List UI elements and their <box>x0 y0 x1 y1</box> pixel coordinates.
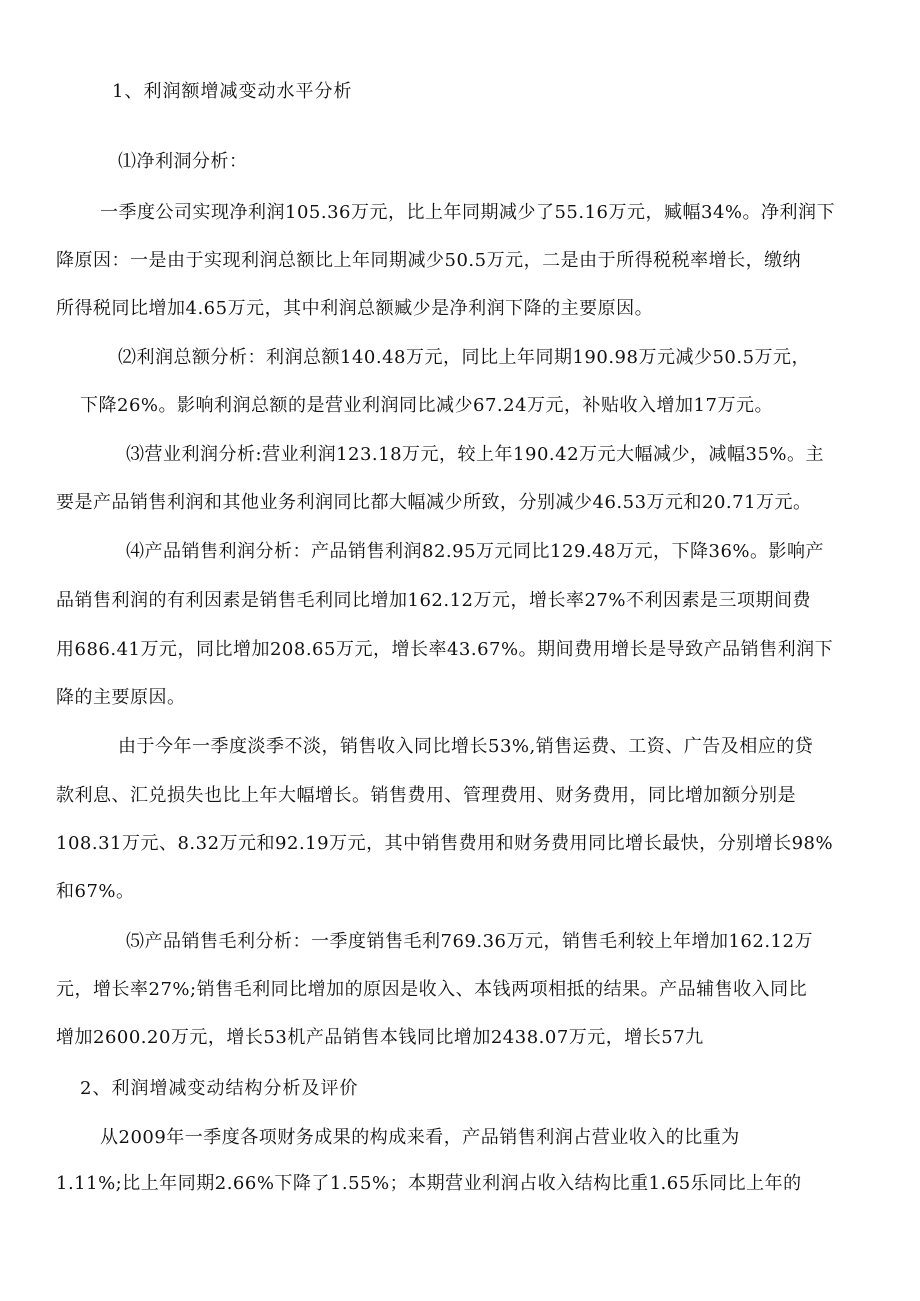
net-profit-line-2: 降原因：一是由于实现利润总额比上年同期减少50.5万元，二是由于所得税税率增长，缴纳 <box>56 250 802 271</box>
structure-line-1: 从2009年一季度各项财务成果的构成来看，产品销售利润占营业收入的比重为 <box>100 1127 740 1148</box>
section1-title: 1、利润额增减变动水平分析 <box>112 81 353 102</box>
operating-profit-line-1: ⑶营业利润分析:营业利润123.18万元，较上年190.42万元大幅减少，减幅35%。主 <box>126 444 825 465</box>
gross-profit-line-2: 元，增长率27%;销售毛利同比增加的原因是收入、本钱两项相抵的结果。产品辅售收入同比 <box>56 979 808 1000</box>
expense-line-1: 由于今年一季度淡季不淡，销售收入同比增长53%,销售运费、工资、广告及相应的贷 <box>118 736 814 757</box>
structure-line-2: 1.11%;比上年同期2.66%下降了1.55%；本期营业利润占收入结构比重1.65乐同比上年的 <box>56 1173 802 1194</box>
total-profit-line-2: 下降26%。影响利润总额的是营业利润同比减少67.24万元，补贴收入增加17万元。 <box>80 395 773 416</box>
expense-line-3: 108.31万元、8.32万元和92.19万元，其中销售费用和财务费用同比增长最快，分别增长98% <box>56 833 834 854</box>
section2-title: 2、利润增减变动结构分析及评价 <box>80 1078 359 1099</box>
sales-profit-line-1: ⑷产品销售利润分析：产品销售利润82.95万元同比129.48万元，下降36%。影响产 <box>126 541 825 562</box>
gross-profit-line-3: 增加2600.20万元，增长53机产品销售本钱同比增加2438.07万元，增长57九 <box>56 1027 704 1048</box>
total-profit-line-1: ⑵利润总额分析：利润总额140.48万元，同比上年同期190.98万元减少50.5万元， <box>118 347 811 368</box>
sales-profit-line-2: 品销售利润的有利因素是销售毛利同比增加162.12万元，增长率27%不利因素是三项期间费 <box>56 590 811 611</box>
net-profit-line-1: 一季度公司实现净利润105.36万元，比上年同期减少了55.16万元，臧幅34%。净利润下 <box>100 202 836 223</box>
sales-profit-line-3: 用686.41万元，同比增加208.65万元，增长率43.67%。期间费用增长是导致产品销售利润下 <box>56 639 834 660</box>
expense-line-2: 款利息、汇兑损失也比上年大幅增长。销售费用、管理费用、财务费用，同比增加额分别是 <box>56 785 796 806</box>
net-profit-label: ⑴净利洞分析： <box>118 151 248 172</box>
sales-profit-line-4: 降的主要原因。 <box>56 687 186 708</box>
gross-profit-line-1: ⑸产品销售毛利分析：一季度销售毛利769.36万元，销售毛利较上年增加162.12万 <box>126 931 813 952</box>
expense-line-4: 和67%。 <box>56 881 135 902</box>
operating-profit-line-2: 要是产品销售利润和其他业务利润同比都大幅减少所致，分别减少46.53万元和20.71万元。 <box>56 492 812 513</box>
net-profit-line-3: 所得税同比增加4.65万元，其中利润总额臧少是净利润下降的主要原因。 <box>56 298 654 319</box>
